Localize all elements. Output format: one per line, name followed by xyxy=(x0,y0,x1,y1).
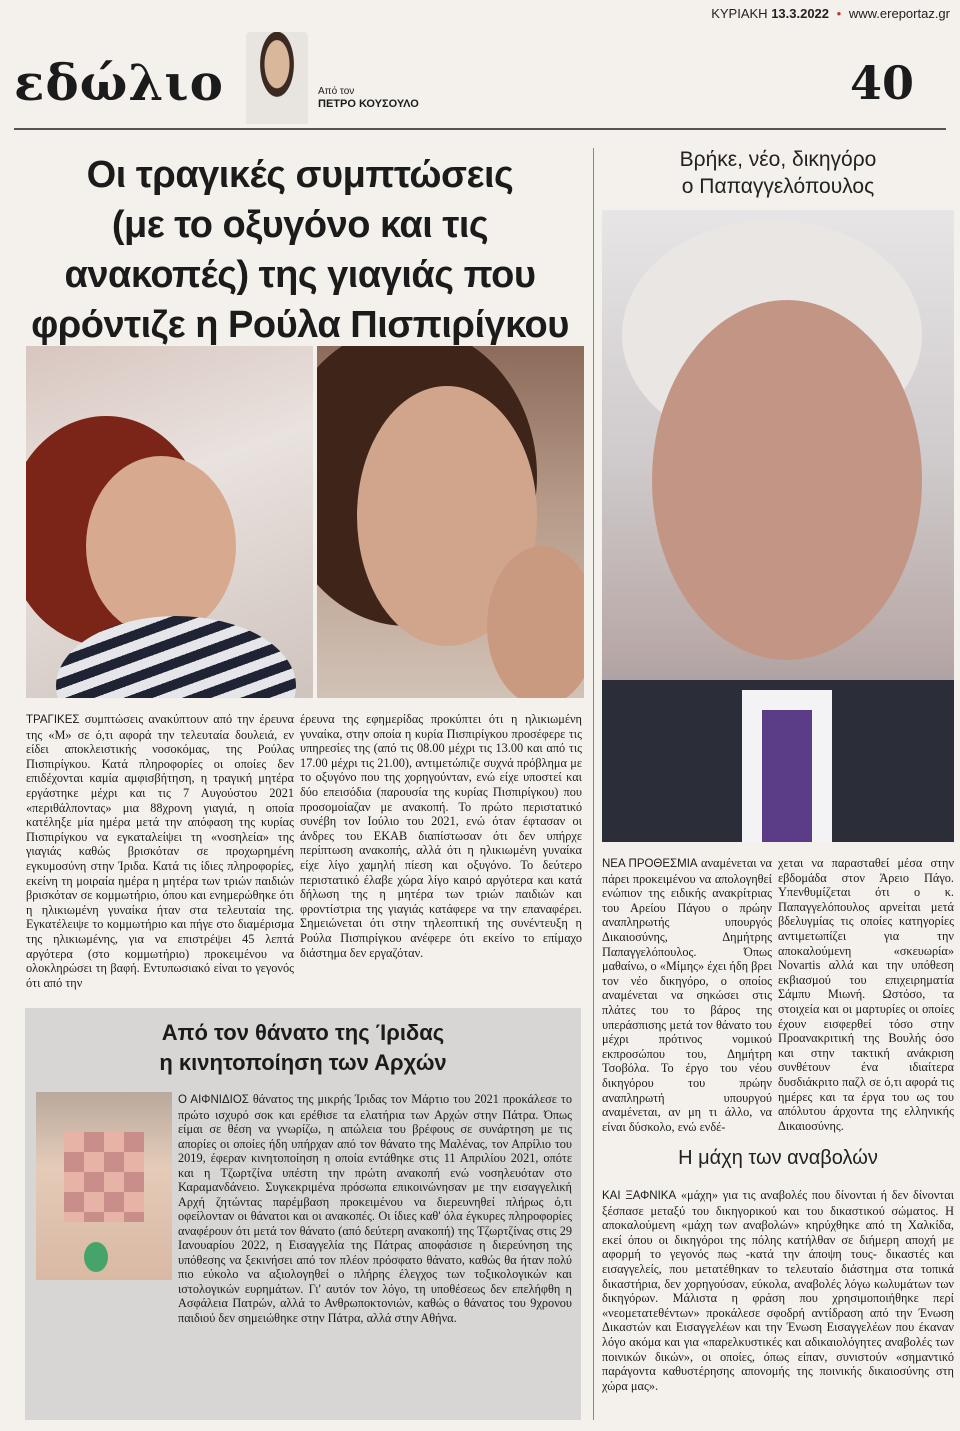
face-shape xyxy=(86,456,236,636)
pixelated-face-shape xyxy=(64,1132,144,1222)
lead-word: ΚΑΙ ΞΑΦΝΙΚΑ xyxy=(602,1190,677,1202)
box-title-line: η κινητοποίηση των Αρχών xyxy=(159,1050,447,1075)
article-column-1 xyxy=(26,712,294,990)
section-masthead: εδώλιο xyxy=(14,53,224,112)
child-photo-pixelated xyxy=(36,1092,172,1280)
side-column-1 xyxy=(602,856,772,1134)
issue-date: 13.3.2022 xyxy=(771,6,830,21)
box-body: θάνατος της μικρής Ίριδας τον Μάρτιο του 2021 προκάλεσε το πρώτο ισχυρό σοκ και ερέθισε τα ελατήρια των Αρχών στην Πάτρα. Όπως είμαι σε θέση να γνωρίζω, η απώλεια του βρέφους σε συνάρτηση με τις απορίες οι οποίες ήδη υπήρχαν από τον θάνατο της Μαλένας, τον Απρίλιο του 2019, έφεραν κινητοποίηση η οποία εντάθηκε στις 11 Απριλίου 2021, οπότε και η Τζωρτζίνα υπέστη την πρώτη ανακοπή ενώ νοσηλευόταν στο Καραμανδάνειο. Συγκεκριμένα πρόσωπα επικοινώνησαν με την εισαγγελική Αρχή ζητώντας παρέμβαση προκειμένου να διερευνηθεί πλήρως ό,τι οφείλονταν οι θάνατοι και οι ανακοπές. Οι ίδιες καθ' όλα έγκυρες πληροφορίες αναφέρουν ότι μετά τον θάνατο (από δεύτερη ανακοπή) της Τζωρτζίνας στις 29 Ιανουαρίου 2022, η Εισαγγελία της Πάτρας αποφάσισε η διερεύνηση της υπόθεσης να ξεκινήσει από τον πλέον πρόσφατο θάνατο, καθώς θα ήταν πολύ πιο εύκολο να αξιολογηθεί ο πλήρης έλεγχος των τοξικολογικών και ιστολογικών ευρημάτων. Γι' αυτόν τον λόγο, τη υποθέσεως δεν επελήφθη η Ασφάλεια Πατρών, αλλά το Ανθρωποκτονιών, καθώς ο θάνατος του 9χρονου παιδιού δεν σημειώθηκε στην Πάτρα, αλλά στην Αθήνα. xyxy=(178,1092,572,1325)
headline-line: Οι τραγικές συμπτώσεις xyxy=(86,154,514,196)
page-number: 40 xyxy=(850,56,915,110)
column-text: αναμένεται να πάρει προκειμένου να απολογηθεί ενώπιον της ειδικής ανακρίτριας του Αρείου Πάγου ο πρώην αναπληρωτής υπουργός Δικαιοσύνης, Δημήτρης Παπαγγελόπουλος. Όπως μαθαίνω, ο «Μίμης» έχει ήδη βρει τον νέο δικηγόρο, ο οποίος αναμένεται να σηκώσει στις πλάτες του το βάρος της υπεράσπισης μετά τον θάνατο του μέχρι πρότινος νομικού εκπροσώπου του, Δημήτρη Τσοβόλα. Το έργο του νέου δικηγόρου του πρώην αναπληρωτή υπουργού αναμένεται, αν μη τι άλλο, να είναι δύσκολο, ενώ ενδέ- xyxy=(602,856,773,1134)
man-portrait-photo xyxy=(602,210,954,842)
side-subheading: Η μάχη των αναβολών xyxy=(678,1147,878,1169)
author-name: ΠΕΤΡΟ ΚΟΥΣΟΥΛΟ xyxy=(318,98,419,110)
pacifier-shape xyxy=(84,1242,108,1272)
headline-line: φρόντιζε η Ρούλα Πισπιρίγκου xyxy=(31,304,569,346)
header-divider xyxy=(14,128,946,130)
author-prefix: Από τον xyxy=(318,86,355,97)
lead-word: Ο ΑΙΦΝΙΔΙΟΣ xyxy=(178,1094,249,1106)
box-text xyxy=(178,1092,572,1325)
issue-day: ΚΥΡΙΑΚΗ xyxy=(711,6,768,21)
author-photo xyxy=(246,32,308,124)
column-divider xyxy=(593,148,594,1420)
box-title-line: Από τον θάνατο της Ίριδας xyxy=(161,1020,445,1045)
tie-shape xyxy=(762,710,812,842)
column-text: συμπτώσεις ανακύπτουν από την έρευνα της «Μ» σε ό,τι αφορά την τελευταία δουλειά, εν είδει αποκλειστικής νοσοκόμας, της Ρούλας Πισπιρίγκου. Κατά πληροφορίες οι οποίες δεν επιδέχονται καμία αμφισβήτηση, η τραγική μητέρα εργάστηκε μέχρι και τις 7 Αυγούστου 2021 «περιθάλποντας» μια 88χρονη γιαγιά, η οποία κατέληξε μία ημέρα μετά την απόφαση της κυρίας Πισπιρίγκου να εγκαταλείψει τη «νοσηλεία» της γιαγιάς καθώς βρισκόταν σε προχωρημένη εγκυμοσύνη στην Ίριδα. Κατά τις ίδιες πληροφορίες, εκείνη τη μοιραία ημέρα η μητέρα των τριών παιδιών βρισκόταν σε κομμωτήριο, όπου και ενημερώθηκε ότι η ηλικιωμένη γυναίκα ήταν στα τελευταία της. Εγκατέλειψε το κομμωτήριο και πήγε στο διαμέρισμα της ηλικιωμένης, για να επιστρέψει 45 λεπτά αργότερα (στο κομμωτήριο) προκειμένου να ολοκληρώσει τη βαφή. Εντυπωσιακό είναι το γεγονός ότι από την xyxy=(26,712,294,990)
date-line xyxy=(660,6,950,21)
lead-word: ΝΕΑ ΠΡΟΘΕΣΜΙΑ xyxy=(602,858,698,870)
side-article-title xyxy=(598,146,958,200)
side-title-line: Βρήκε, νέο, δικηγόρο xyxy=(679,148,877,171)
headline-line: (με το οξυγόνο και τις xyxy=(111,204,489,246)
article-column-2: έρευνα της εφημερίδας προκύπτει ότι η ηλικιωμένη γυναίκα, στην οποία η κυρία Πισπιρίγκου προσέφερε τις υπηρεσίες της (από τις 08.00 μέχρι τις 13.00 και από τις 17.00 μέχρι τις 21.00), αντιμετώπιζε συχνά πρόβλημα με το οξυγόνο που της χορηγούνταν, ενώ είχε υποστεί και δύο επεισόδια (παρουσία της κυρίας Πισπιρίγκου) που προσομοίαζαν με ανακοπή. Το πρώτο περιστατικό συνέβη τον Ιούλιο του 2021, ενώ όταν έφτασαν οι άνδρες του ΕΚΑΒ διαπίστωσαν ότι δεν υπήρχε περίπτωση ανακοπής, αλλά ότι η ηλικιωμένη γυναίκα είχε λίγο χαμηλή πίεση και οξυγόνο. Το δεύτερο περιστατικό έλαβε χώρα λίγο καιρό αργότερα και κατά δήλωση της η μητέρα των τριών παιδιών και φροντίστρια της γιαγιάς κατάφερε να την επαναφέρει. Σημειώνεται ότι στην τηλεοπτική της συνέντευξη η Ρούλα Πισπιρίγκου ανέφερε ότι εκείνο το επίμαχο διάστημα δεν εργαζόταν. xyxy=(300,712,582,960)
lead-word: ΤΡΑΓΙΚΕΣ xyxy=(26,714,80,726)
face-shape xyxy=(652,300,922,660)
side-column-2: χεται να παρασταθεί μέσα στην εβδομάδα στον Άρειο Πάγο. Υπενθυμίζεται ότι ο κ. Παπαγγελόπουλος αρνείται μετά βδελυγμίας τις οποίες κατηγορίες αντιμετωπίζει για την αποκαλούμενη «σκευωρία» Novartis αλλά και την υπόθεση εκβιασμού του επιχειρηματία Σάμπυ Μιωνή. Ωστόσο, τα στοιχεία και οι μαρτυρίες οι οποίες έχουν εισφερθεί τόσο στην Προανακριτική της Βουλής όσο και στην τακτική ανάκριση συνθέτουν ένα ιδιαίτερα δυσδιάκριτο παζλ σε ό,τι αφορά τις ημέρες και τα έργα του ως του απόλυτου άρχοντα της ελληνικής Δικαιοσύνης. xyxy=(778,856,954,1133)
column-text: «μάχη» για τις αναβολές που δίνονται ή δεν δίνονται ξέσπασε μεταξύ του δικηγορικού και του δικαστικού σώματος. Η αποκαλούμενη «μάχη των αναβολών» κηρύχθηκε από τη Χαλκίδα, εκεί όπου οι δικηγόροι της πόλης κατήλθαν σε διήμερη αποχή με αφορμή το γεγονός πως -κατά την άποψη τους- δικαστές και εισαγγελείς, που μετατέθηκαν το τελευταίο διάστημα στα τοπικά δικαστήρια, δεν χορηγούσαν, εύκολα, αναβολές λόγω κωλυμάτων των δικηγόρων. Μάλιστα η φράση που χρησιμοποιήθηκε περί «νεομετατεθέντων» προκάλεσε σφοδρή αντίδραση από την Ένωση Δικαστών και Εισαγγελέων και την Ένωση Εισαγγελέων που έκαναν λόγο ακόμα και για «παρελκυστικές και αδικαιολόγητες αναβολές των ποινικών δικών», οι οποίες, όπως είπαν, συνιστούν «σημαντικό παράγοντα καθυστέρησης απονομής της ποινικής δικαιοσύνης στη χώρα μας». xyxy=(602,1188,955,1393)
woman-portrait-photo xyxy=(26,346,313,698)
woman-makeup-photo xyxy=(317,346,584,698)
side-column-3 xyxy=(602,1188,954,1393)
separator-dot: • xyxy=(836,6,842,21)
headline-line: ανακοπές) της γιαγιάς που xyxy=(64,254,536,296)
box-title xyxy=(25,1018,581,1078)
main-headline xyxy=(20,150,580,350)
side-title-line: ο Παπαγγελόπουλος xyxy=(681,175,875,198)
site-url: www.ereportaz.gr xyxy=(848,6,950,21)
